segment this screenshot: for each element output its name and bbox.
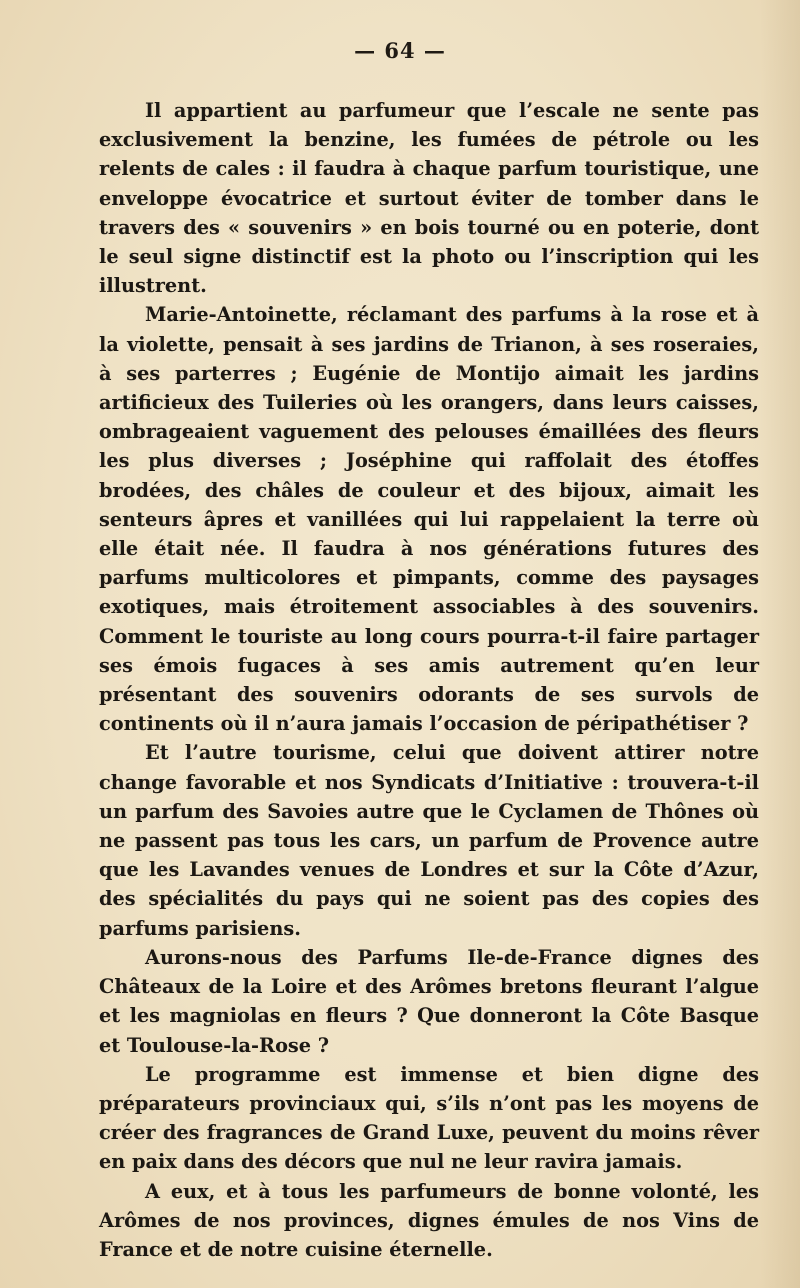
paragraph: Et l’autre tourisme, celui que doivent attirer notre change favorable et nos Syndicats d’Initiative : trouvera-t-il un parfum des Savoies autre que le Cyclamen de Thônes où ne passent pas tous les cars, un parfum de Provence autre que les Lavandes venues de Londres et sur la Côte d’Azur, des spécialités du pays qui ne soient pas des copies des parfums parisiens.: [99, 741, 759, 940]
page-number: — 64 —: [354, 38, 446, 63]
paragraph: Marie-Antoinette, réclamant des parfums à la rose et à la violette, pensait à ses jardins de Trianon, à ses roseraies, à ses parterres ; Eugénie de Montijo aimait les jardins artificieux des Tuileries où les orangers, dans leurs caisses, ombrageaient vaguement des pelouses émaillées des fleurs les plus diverses ; Joséphine qui raffolait des étoffes brodées, des châles de couleur et des bijoux, aimait les senteurs âpres et vanillées qui lui rappelaient la terre où elle était née. Il faudra à nos générations futures des parfums multicolores et pimpants, comme des paysages exotiques, mais étroitement associables à des souvenirs. Comment le touriste au long cours pourra-t-il faire partager ses émois fugaces à ses amis autrement qu’en leur présentant des souvenirs odorants de ses survols de continents où il n’aura jamais l’occasion de péripathétiser ?: [99, 303, 759, 736]
body-text: [99, 96, 759, 1264]
paragraph: Aurons-nous des Parfums Ile-de-France dignes des Châteaux de la Loire et des Arômes bretons fleurant l’algue et les magniolas en fleurs ? Que donneront la Côte Basque et Toulouse-la-Rose ?: [99, 945, 759, 1057]
paragraph: Il appartient au parfumeur que l’escale ne sente pas exclusivement la benzine, les fumées de pétrole ou les relents de cales : il faudra à chaque parfum touristique, une enveloppe évocatrice et surtout éviter de tomber dans le travers des « souvenirs » en bois tourné ou en poterie, dont le seul signe distinctif est la photo ou l’inscription qui les illustrent.: [99, 99, 759, 298]
paragraph: Le programme est immense et bien digne des préparateurs provinciaux qui, s’ils n’ont pas les moyens de créer des fragrances de Grand Luxe, peuvent du moins rêver en paix dans des décors que nul ne leur ravira jamais.: [99, 1062, 759, 1174]
paragraph: A eux, et à tous les parfumeurs de bonne volonté, les Arômes de nos provinces, dignes émules de nos Vins de France et de notre cuisine éternelle.: [99, 1179, 759, 1261]
